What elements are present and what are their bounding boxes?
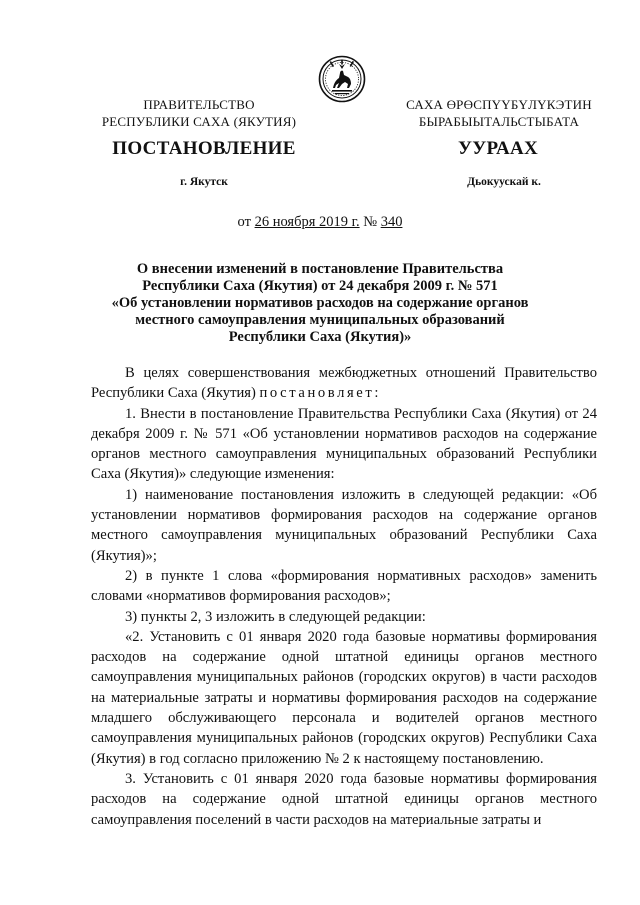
right-city: Дьокуускай к. <box>467 176 541 188</box>
paragraph-new-item-2: «2. Установить с 01 января 2020 года базовые нормативы формирования расходов на содержание одной штатной единицы органов местного самоуправления муниципальных районов (городских округов) в части расходов на материальные затраты и нормативы формирования расходов на содержание младшего обслуживающего персонала и водителей органов местного самоуправления муниципальных районов (городских округов) Республики Саха (Якутия) в год согласно приложению № 2 к настоящему постановлению. <box>91 628 597 767</box>
dateline-number-label: № <box>359 214 381 230</box>
right-authority-line2: БЫРАБЫЫТАЛЬСТЫБАТА <box>418 114 580 129</box>
title-line-2: Республики Саха (Якутия) от 24 декабря 2009 г. № 571 <box>142 278 498 294</box>
paragraph-item-1: 1. Внести в постановление Правительства Республики Саха (Якутия) от 24 декабря 2009 г. № 571 «Об установлении нормативов расходов на содержание органов местного самоуправления муниципальных образований Республики Саха (Якутия)» следующие изменения: <box>91 405 597 483</box>
paragraph-subitem-2: 2) в пункте 1 слова «формирования нормативных расходов» заменить словами «нормативов формирования расходов»; <box>91 567 597 605</box>
left-authority-line2: РЕСПУБЛИКИ САХА (ЯКУТИЯ) <box>101 114 297 129</box>
paragraph-subitem-3: 3) пункты 2, 3 изложить в следующей редакции: <box>125 608 426 625</box>
left-city: г. Якутск <box>180 176 228 188</box>
document-dateline <box>0 214 640 231</box>
preamble-resolves: постановляет: <box>259 385 381 402</box>
paragraph-subitem-1: 1) наименование постановления изложить в следующей редакции: «Об установлении нормативов формирования расходов на содержание органов местного самоуправления муниципальных образований Республики Саха (Якутия)»; <box>91 486 597 564</box>
document-title <box>60 261 580 346</box>
preamble-text: В целях совершенствования межбюджетных отношений Правительство Республики Саха (Якутия) <box>91 365 597 402</box>
coat-of-arms-icon <box>318 55 366 103</box>
paragraph-preamble <box>91 363 597 404</box>
left-authority-line1: ПРАВИТЕЛЬСТВО <box>143 97 255 112</box>
document-date: 26 ноября 2019 г. <box>254 214 360 230</box>
right-document-type: УУРААХ <box>457 138 539 159</box>
document-body <box>91 363 597 830</box>
left-authority-heading <box>84 96 314 130</box>
left-document-type: ПОСТАНОВЛЕНИЕ <box>112 138 296 159</box>
document-number: 340 <box>380 214 403 230</box>
right-authority-heading <box>388 96 610 130</box>
title-line-3: «Об установлении нормативов расходов на содержание органов <box>111 295 529 311</box>
paragraph-new-item-3: 3. Установить с 01 января 2020 года базовые нормативы формирования расходов на содержание одной штатной единицы органов местного самоуправления поселений в части расходов на материальные затраты и <box>91 770 597 828</box>
title-line-5: Республики Саха (Якутия)» <box>228 329 412 345</box>
right-authority-line1: САХА ӨРӨСПҮҮБҮЛҮКЭТИН <box>406 97 592 112</box>
title-line-4: местного самоуправления муниципальных образований <box>135 312 505 328</box>
dateline-prefix: от <box>237 214 255 230</box>
coat-of-arms-emblem <box>318 55 366 103</box>
title-line-1: О внесении изменений в постановление Правительства <box>136 261 504 277</box>
